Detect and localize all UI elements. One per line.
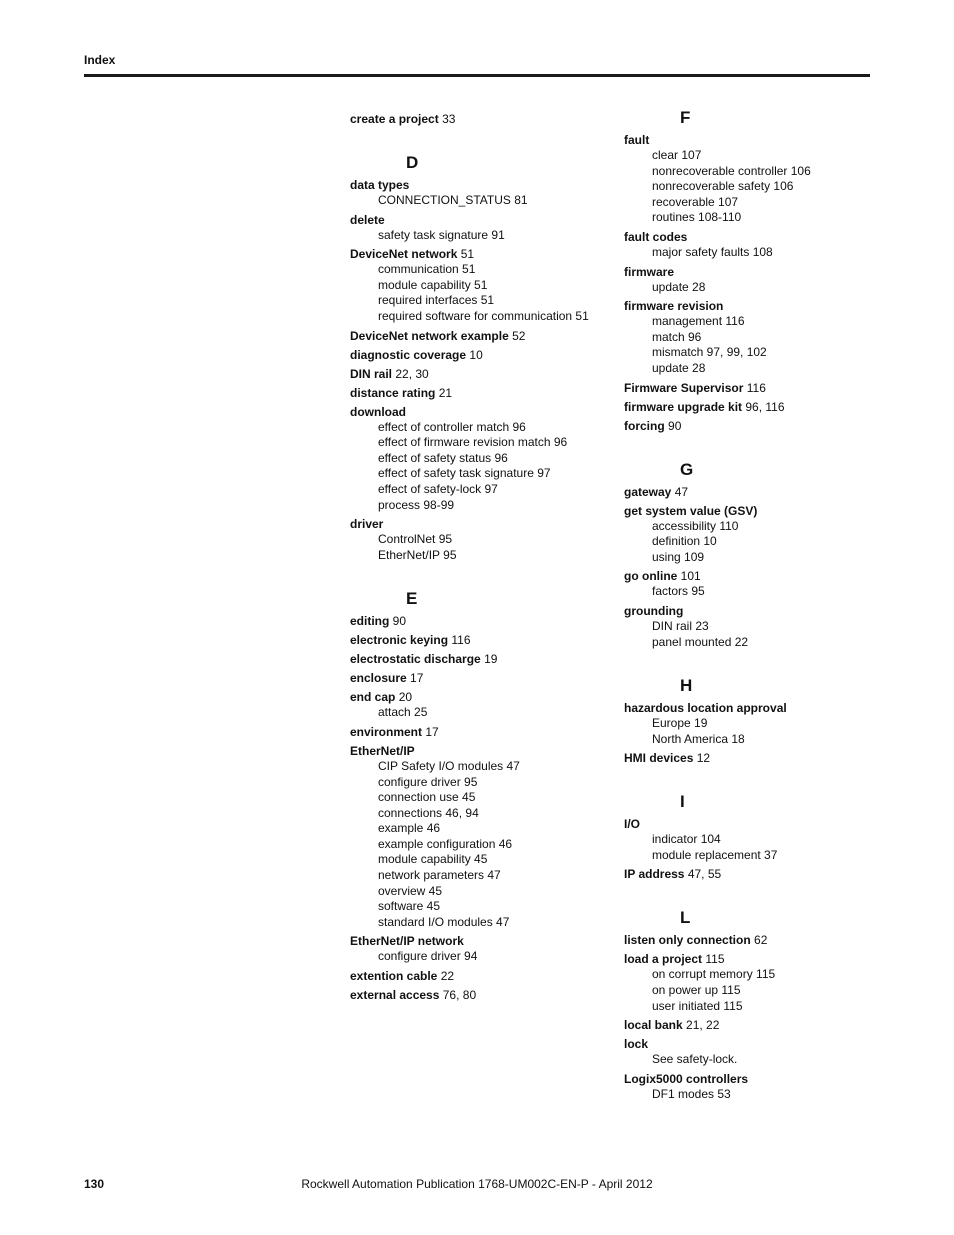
index-entry bbox=[624, 399, 894, 415]
index-page-refs[interactable]: 116 bbox=[451, 633, 471, 648]
index-entry bbox=[624, 932, 894, 948]
index-term: grounding bbox=[624, 603, 684, 618]
index-page-refs[interactable]: 47 bbox=[674, 484, 689, 499]
index-subentry[interactable]: major safety faults 108 bbox=[652, 244, 773, 259]
index-entry bbox=[350, 212, 620, 244]
index-entry bbox=[624, 229, 894, 261]
index-entry bbox=[624, 484, 894, 500]
index-page-refs[interactable]: 116 bbox=[746, 380, 766, 395]
index-entry-row bbox=[350, 177, 620, 193]
index-entry bbox=[624, 264, 894, 296]
index-term: EtherNet/IP bbox=[350, 743, 415, 758]
index-subentry[interactable]: DIN rail 23 bbox=[652, 618, 709, 633]
index-page-refs[interactable]: 21, 22 bbox=[686, 1018, 720, 1033]
index-subentry[interactable]: CIP Safety I/O modules 47 bbox=[378, 758, 520, 773]
index-term: fault codes bbox=[624, 229, 688, 244]
index-entry bbox=[350, 347, 620, 363]
index-term: EtherNet/IP network bbox=[350, 934, 464, 949]
index-entry-row bbox=[350, 632, 620, 648]
index-page-refs[interactable]: 22 bbox=[440, 969, 455, 984]
page-header-label: Index bbox=[84, 53, 116, 67]
index-entry bbox=[624, 1036, 894, 1068]
index-entry-row bbox=[624, 399, 894, 415]
index-entry-row bbox=[624, 298, 894, 314]
index-subentry[interactable]: on corrupt memory 115 bbox=[652, 967, 776, 982]
index-entry-row bbox=[350, 404, 620, 420]
index-entry-row bbox=[624, 418, 894, 434]
index-subentry[interactable]: definition 10 bbox=[652, 534, 717, 549]
index-term: Firmware Supervisor bbox=[624, 380, 744, 395]
index-subentry[interactable]: effect of safety-lock 97 bbox=[378, 481, 498, 496]
index-subentry[interactable]: required interfaces 51 bbox=[378, 293, 495, 308]
index-entry bbox=[624, 568, 894, 600]
index-subentry[interactable]: Europe 19 bbox=[652, 716, 708, 731]
index-term: load a project bbox=[624, 952, 703, 967]
index-subentry[interactable]: configure driver 95 bbox=[378, 774, 478, 789]
index-entry bbox=[350, 328, 620, 344]
index-term: electrostatic discharge bbox=[350, 652, 481, 667]
index-subentry[interactable]: indicator 104 bbox=[652, 832, 721, 847]
index-entry-row bbox=[350, 670, 620, 686]
index-page-refs[interactable]: 52 bbox=[512, 328, 526, 343]
index-subentry[interactable]: module replacement 37 bbox=[652, 847, 778, 862]
index-subentry[interactable]: nonrecoverable controller 106 bbox=[652, 163, 811, 178]
index-subentry[interactable]: clear 107 bbox=[652, 148, 702, 162]
index-entry-row bbox=[624, 484, 894, 500]
index-page-refs[interactable]: 10 bbox=[469, 347, 483, 362]
index-entry-row bbox=[350, 347, 620, 363]
index-letter-heading: L bbox=[680, 908, 691, 928]
index-entry bbox=[350, 968, 620, 984]
index-page-refs[interactable]: 51 bbox=[460, 247, 475, 262]
index-subentry[interactable]: effect of safety status 96 bbox=[378, 450, 508, 465]
index-entry-row bbox=[350, 111, 620, 127]
index-letter-heading: I bbox=[680, 792, 685, 812]
index-subentry[interactable]: DF1 modes 53 bbox=[652, 1086, 731, 1101]
index-page-refs[interactable]: 90 bbox=[668, 418, 682, 433]
index-subentry[interactable]: process 98-99 bbox=[378, 497, 455, 512]
index-term: I/O bbox=[624, 817, 641, 832]
index-letter-heading: F bbox=[680, 108, 691, 127]
index-entry bbox=[624, 750, 894, 766]
index-term: DeviceNet network bbox=[350, 247, 458, 262]
index-page-refs[interactable]: 33 bbox=[442, 112, 456, 126]
index-page-refs[interactable]: 90 bbox=[392, 614, 407, 629]
index-term: editing bbox=[350, 614, 390, 629]
index-term: DeviceNet network example bbox=[350, 328, 509, 343]
index-entry bbox=[350, 385, 620, 401]
index-subentry[interactable]: connections 46, 94 bbox=[378, 805, 479, 820]
index-entry bbox=[350, 724, 620, 740]
index-entry bbox=[624, 951, 894, 1014]
index-entry bbox=[350, 111, 620, 127]
index-subentry[interactable]: module capability 45 bbox=[378, 852, 488, 867]
footer-page-number: 130 bbox=[84, 1177, 105, 1191]
index-term: IP address bbox=[624, 867, 685, 882]
index-entry-row bbox=[350, 987, 620, 1003]
index-entry bbox=[350, 613, 620, 629]
index-subentry[interactable]: standard I/O modules 47 bbox=[378, 914, 510, 929]
index-subentry[interactable]: effect of safety task signature 97 bbox=[378, 466, 551, 481]
index-entry bbox=[624, 132, 894, 226]
index-page-refs[interactable]: 115 bbox=[705, 952, 725, 967]
index-subentry[interactable]: communication 51 bbox=[378, 262, 476, 277]
index-term: firmware upgrade kit bbox=[624, 399, 743, 414]
index-term: external access bbox=[350, 988, 440, 1003]
index-term: lock bbox=[624, 1037, 649, 1052]
index-term: create a project bbox=[350, 112, 439, 126]
index-subentry[interactable]: mismatch 97, 99, 102 bbox=[652, 345, 767, 360]
index-term: local bank bbox=[624, 1018, 683, 1033]
index-term: Logix5000 controllers bbox=[624, 1071, 749, 1086]
index-subentry[interactable]: ControlNet 95 bbox=[378, 532, 453, 547]
index-subentry[interactable]: management 116 bbox=[652, 314, 745, 329]
index-entry bbox=[350, 651, 620, 667]
index-subentry[interactable]: update 28 bbox=[652, 360, 706, 375]
index-entry-row bbox=[624, 816, 894, 832]
index-entry-row bbox=[350, 968, 620, 984]
index-subentry[interactable]: user initiated 115 bbox=[652, 998, 743, 1013]
index-term: download bbox=[350, 404, 406, 419]
index-page-refs[interactable]: 76, 80 bbox=[442, 988, 477, 1003]
index-entry-row bbox=[350, 385, 620, 401]
header-rule bbox=[84, 74, 870, 77]
index-entry bbox=[350, 632, 620, 648]
index-entry bbox=[624, 1017, 894, 1033]
index-entry-row bbox=[624, 1036, 894, 1052]
index-subentry[interactable]: module capability 51 bbox=[378, 277, 488, 292]
index-term: distance rating bbox=[350, 385, 436, 400]
index-entry-row bbox=[624, 750, 894, 766]
index-entry-row bbox=[624, 568, 894, 584]
index-term: driver bbox=[350, 517, 384, 532]
index-subentry[interactable]: effect of controller match 96 bbox=[378, 419, 526, 434]
index-entry bbox=[350, 177, 620, 209]
index-page-refs[interactable]: 19 bbox=[484, 652, 498, 667]
index-term: end cap bbox=[350, 690, 396, 705]
index-term: extention cable bbox=[350, 969, 438, 984]
index-letter-heading: D bbox=[406, 153, 419, 172]
index-entry-row bbox=[350, 651, 620, 667]
index-entry-row bbox=[350, 366, 620, 382]
index-page-refs[interactable]: 96, 116 bbox=[745, 399, 785, 414]
index-term: go online bbox=[624, 569, 678, 584]
index-subentry[interactable]: match 96 bbox=[652, 329, 702, 344]
index-entry bbox=[350, 689, 620, 721]
index-term: forcing bbox=[624, 418, 665, 433]
index-term: delete bbox=[350, 212, 385, 227]
index-entry bbox=[624, 418, 894, 434]
index-entry-row bbox=[624, 932, 894, 948]
index-subentry[interactable]: example configuration 46 bbox=[378, 836, 513, 851]
index-page-refs[interactable]: 17 bbox=[425, 724, 439, 739]
index-entry-row bbox=[624, 1071, 894, 1087]
index-entry bbox=[624, 380, 894, 396]
index-entry bbox=[624, 700, 894, 747]
index-term: environment bbox=[350, 724, 423, 739]
index-entry bbox=[350, 516, 620, 563]
index-entry bbox=[624, 816, 894, 863]
index-entry-row bbox=[624, 603, 894, 619]
index-subentry[interactable]: software 45 bbox=[378, 899, 441, 914]
index-entry bbox=[350, 404, 620, 514]
index-entry bbox=[624, 1071, 894, 1103]
index-subentry[interactable]: panel mounted 22 bbox=[652, 634, 749, 649]
index-letter-heading: E bbox=[406, 589, 418, 609]
index-term: hazardous location approval bbox=[624, 701, 787, 716]
index-entry-row bbox=[350, 743, 620, 759]
index-entry bbox=[350, 933, 620, 965]
index-subentry[interactable]: on power up 115 bbox=[652, 983, 741, 998]
index-page-refs[interactable]: 17 bbox=[410, 671, 424, 686]
index-page-refs[interactable]: 22, 30 bbox=[395, 366, 429, 381]
index-subentry[interactable]: See safety-lock. bbox=[652, 1052, 738, 1067]
index-entry bbox=[624, 298, 894, 376]
index-entry-row bbox=[350, 724, 620, 740]
index-column-left bbox=[350, 108, 620, 1003]
index-entry-row bbox=[624, 1017, 894, 1033]
index-page-refs[interactable]: 20 bbox=[398, 690, 413, 705]
index-subentry[interactable]: CONNECTION_STATUS 81 bbox=[378, 193, 528, 207]
index-term: electronic keying bbox=[350, 633, 449, 648]
index-page-refs[interactable]: 12 bbox=[696, 751, 711, 766]
index-entry-row bbox=[624, 264, 894, 280]
index-entry-row bbox=[350, 613, 620, 629]
index-subentry[interactable]: safety task signature 91 bbox=[378, 227, 505, 242]
index-entry-row bbox=[624, 132, 894, 148]
index-term: get system value (GSV) bbox=[624, 503, 758, 518]
index-entry bbox=[350, 246, 620, 324]
index-entry bbox=[350, 743, 620, 931]
index-page-refs[interactable]: 47, 55 bbox=[687, 867, 722, 882]
index-term: diagnostic coverage bbox=[350, 347, 467, 362]
index-subentry[interactable]: North America 18 bbox=[652, 731, 745, 746]
index-entry bbox=[350, 987, 620, 1003]
index-term: firmware bbox=[624, 264, 675, 279]
footer-publication: Rockwell Automation Publication 1768-UM002C-EN-P - April 2012 bbox=[301, 1177, 653, 1191]
index-term: firmware revision bbox=[624, 299, 724, 314]
index-subentry[interactable]: network parameters 47 bbox=[378, 868, 501, 883]
index-page-refs[interactable]: 62 bbox=[754, 933, 768, 948]
index-subentry[interactable]: connection use 45 bbox=[378, 790, 476, 805]
index-term: DIN rail bbox=[350, 366, 393, 381]
index-subentry[interactable]: recoverable 107 bbox=[652, 194, 739, 209]
index-entry bbox=[350, 670, 620, 686]
index-subentry[interactable]: required software for communication 51 bbox=[378, 308, 589, 323]
index-term: data types bbox=[350, 178, 410, 192]
index-term: listen only connection bbox=[624, 933, 751, 948]
index-subentry[interactable]: effect of firmware revision match 96 bbox=[378, 435, 568, 450]
index-entry-row bbox=[350, 933, 620, 949]
index-entry-row bbox=[350, 516, 620, 532]
index-subentry[interactable]: overview 45 bbox=[378, 883, 443, 898]
index-column-right bbox=[624, 108, 894, 1102]
index-subentry[interactable]: attach 25 bbox=[378, 705, 428, 720]
index-subentry[interactable]: accessibility 110 bbox=[652, 518, 739, 533]
index-term: fault bbox=[624, 133, 650, 147]
index-subentry[interactable]: EtherNet/IP 95 bbox=[378, 547, 457, 562]
index-subentry[interactable]: using 109 bbox=[652, 549, 705, 564]
index-entry-row bbox=[624, 380, 894, 396]
index-entry-row bbox=[624, 951, 894, 967]
index-entry-row bbox=[624, 503, 894, 519]
index-entry-row bbox=[350, 246, 620, 262]
index-subentry[interactable]: example 46 bbox=[378, 821, 441, 836]
index-letter-heading: H bbox=[680, 676, 693, 696]
index-entry-row bbox=[624, 229, 894, 245]
index-term: enclosure bbox=[350, 671, 407, 686]
index-subentry[interactable]: update 28 bbox=[652, 279, 706, 294]
index-entry-row bbox=[350, 212, 620, 228]
index-page-refs[interactable]: 101 bbox=[680, 569, 701, 584]
index-term: HMI devices bbox=[624, 751, 694, 766]
index-entry-row bbox=[350, 328, 620, 344]
index-subentry[interactable]: factors 95 bbox=[652, 584, 705, 599]
index-entry bbox=[350, 366, 620, 382]
index-entry bbox=[624, 503, 894, 566]
index-entry-row bbox=[624, 866, 894, 882]
index-entry bbox=[624, 603, 894, 650]
index-page-refs[interactable]: 21 bbox=[438, 385, 453, 400]
index-subentry[interactable]: routines 108-110 bbox=[652, 210, 742, 225]
index-subentry[interactable]: configure driver 94 bbox=[378, 949, 478, 964]
index-entry bbox=[624, 866, 894, 882]
index-letter-heading: G bbox=[680, 459, 694, 479]
index-subentry[interactable]: nonrecoverable safety 106 bbox=[652, 179, 794, 194]
index-entry-row bbox=[350, 689, 620, 705]
index-term: gateway bbox=[624, 484, 672, 499]
index-entry-row bbox=[624, 700, 894, 716]
